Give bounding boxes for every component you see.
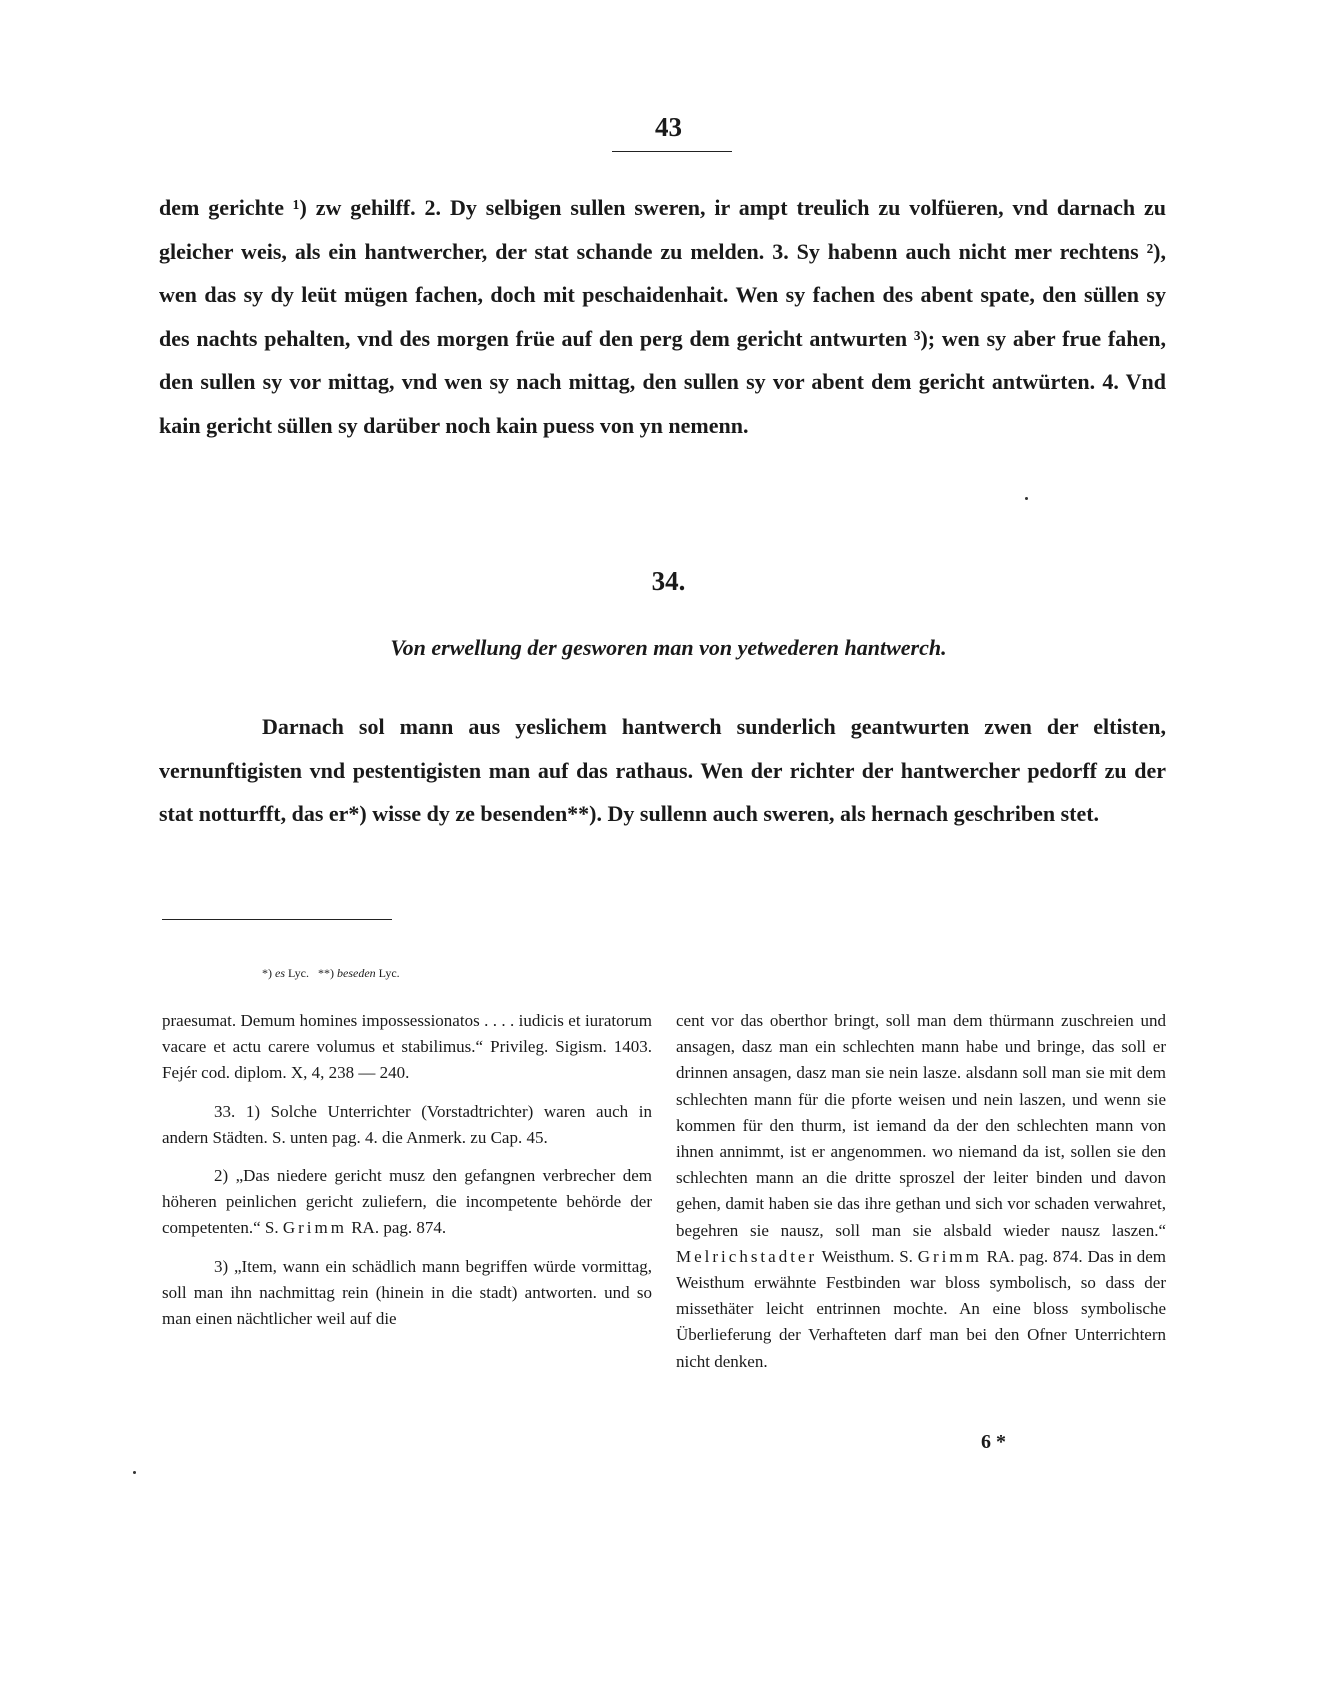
footnote-33-1: 33. 1) Solche Unterrichter (Vorstadtrichter) waren auch in andern Städten. S. unten pag. 4. die Anmerk. zu Cap. 45. bbox=[162, 1101, 652, 1147]
speck bbox=[1025, 497, 1028, 500]
variant-note-1-text: es bbox=[275, 966, 285, 980]
variant-note-2-source: Lyc. bbox=[378, 966, 400, 980]
footnote-33-3-continued bbox=[676, 1008, 1166, 1375]
source-name: Melrichstadter bbox=[676, 1246, 818, 1266]
variant-note-2-text: beseden bbox=[337, 966, 376, 980]
variant-note-1-source: Lyc. bbox=[288, 966, 309, 980]
variant-note-1-marker: *) bbox=[262, 966, 272, 980]
author-name: Grimm bbox=[282, 1218, 347, 1238]
section-body bbox=[159, 705, 1166, 836]
speck bbox=[133, 1471, 136, 1474]
footnote-continuation: praesumat. Demum homines impossessionatos . . . . iudicis et iuratorum vacare et actu carere volumus et stabilimus.“ Privileg. Sigism. 1403. Fejér cod. diplom. X, 4, 238 — 240. bbox=[162, 1011, 652, 1083]
footnotes-right-column bbox=[676, 1008, 1166, 1387]
continued-text bbox=[159, 186, 1166, 447]
footnote-rule bbox=[162, 919, 392, 920]
page-number-rule bbox=[612, 151, 732, 152]
footnote-33-2-ref: RA. pag. 874. bbox=[346, 1218, 447, 1238]
footnote-33-2 bbox=[162, 1163, 652, 1242]
section-paragraph: Darnach sol mann aus yeslichem hantwerch sunderlich geantwurten zwen der eltisten, vernunftigisten vnd pestentigisten man auf das rathaus. Wen der richter der hantwercher pedorff zu der stat notturfft, das er*) wisse dy ze besenden**). Dy sullenn auch sweren, als hernach geschriben stet. bbox=[159, 714, 1166, 826]
footnote-33-2-text: 2) „Das niedere gericht musz den gefangnen verbrecher dem höheren peinlichen gericht zuliefern, die incompetente behörde der competenten.“ S. bbox=[162, 1166, 652, 1238]
footnotes-left-column bbox=[162, 1008, 652, 1344]
continued-paragraph: dem gerichte ¹) zw gehilff. 2. Dy selbigen sullen sweren, ir ampt treulich zu volfüeren, vnd darnach zu gleicher weis, als ein hantwercher, der stat schande zu melden. 3. Sy habenn auch nicht mer rechtens ²), wen das sy dy leüt mügen fachen, doch mit peschaidenhait. Wen sy fachen des abent spate, den süllen sy des nachts pehalten, vnd des morgen früe auf den perg dem gericht antwurten ³); wen sy aber frue fahen, den sullen sy vor mittag, vnd wen sy nach mittag, den sullen sy vor abent dem gericht antwürten. 4. Vnd kain gericht süllen sy darüber noch kain puess von yn nemenn. bbox=[159, 195, 1166, 438]
footnote-ref-2: RA. pag. 874. Das in dem Weisthum erwähnte Festbinden war bloss symbolisch, so dass der missethäter leicht entrinnen mochte. An eine bloss symbolische Überlieferung der Verhafteten darf man bei den Ofner Unterrichtern nicht denken. bbox=[676, 1246, 1166, 1371]
author-name: Grimm bbox=[917, 1246, 982, 1266]
page-number: 43 bbox=[655, 112, 682, 142]
section-number: 34. bbox=[651, 566, 686, 596]
variant-note-2-marker: **) bbox=[318, 966, 334, 980]
footnote-ref-1: Weisthum. S. bbox=[817, 1246, 918, 1266]
variant-notes bbox=[262, 966, 400, 981]
signature-mark: 6 * bbox=[981, 1431, 1006, 1453]
footnote-quote: cent vor das oberthor bringt, soll man dem thürmann zuschreien und ansagen, dasz man ein schlechten mann habe und bringe, das soll er drinnen ansagen, dasz man sie nein lasze. alsdann soll man sie mit dem schlechten mann für die pforte weisen und nein laszen, und wenn sie kommen für den thurm, ist iemand da der den schlechten mann von ihnen annimmt, ist er angenommen. wo niemand da ist, sollen sie den schlechten mann an die dritte sproszel der leiter binden und davon gehen, damit haben sie das ihre gethan und sich vor schaden verwahret, begehren sie nausz, soll man sie alsbald wieder nausz laszen.“ bbox=[676, 1011, 1166, 1240]
section-heading: Von erwellung der gesworen man von yetwederen hantwerch. bbox=[390, 635, 947, 660]
footnote-33-3: 3) „Item, wann ein schädlich mann begriffen würde vormittag, soll man ihn nachmittag rein (hinein in die stadt) antworten. und so man einen nächtlicher weil auf die bbox=[162, 1256, 652, 1329]
